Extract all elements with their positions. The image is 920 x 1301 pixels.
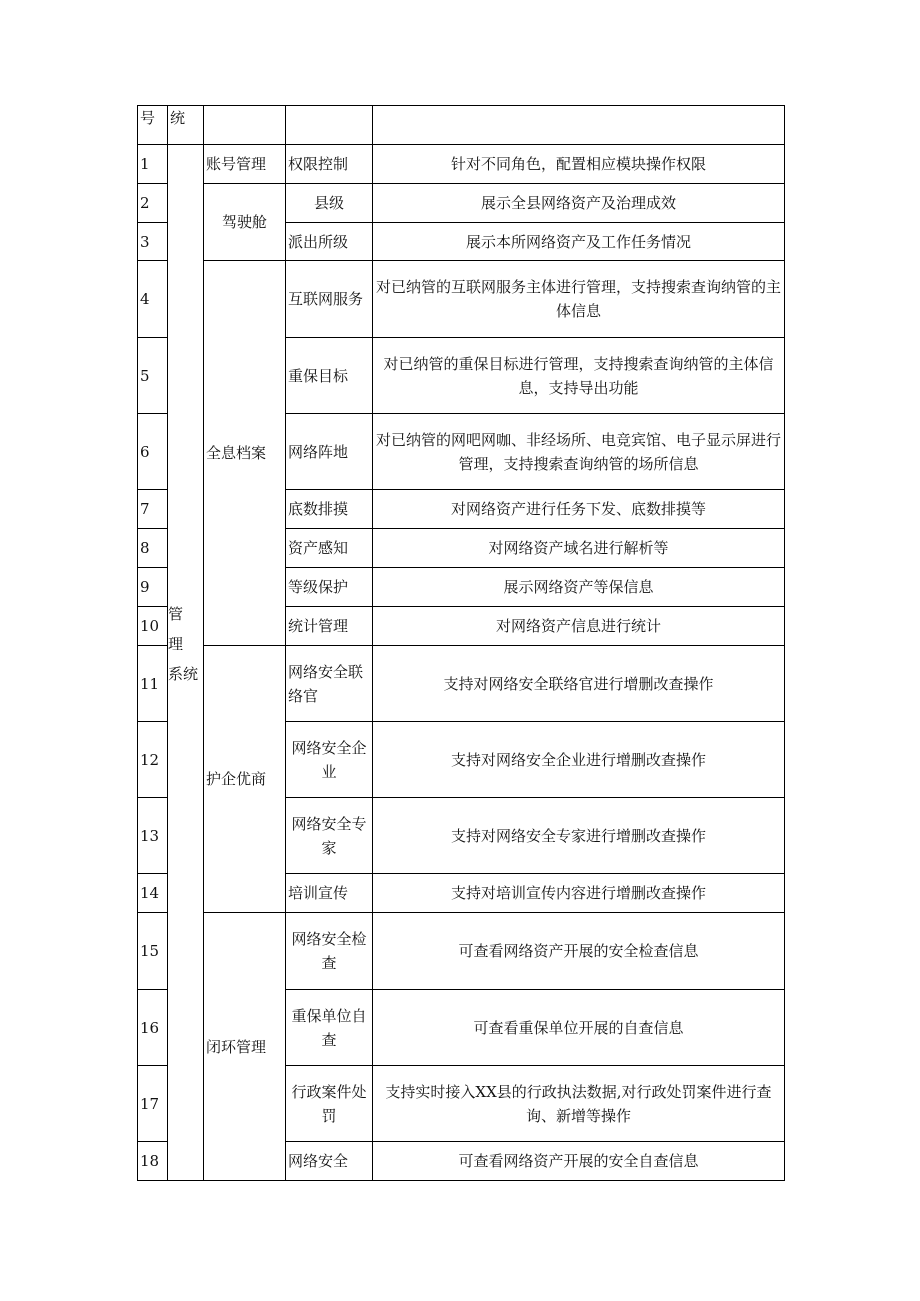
feature-name: 底数排摸 [286, 490, 373, 529]
header-desc [373, 106, 785, 145]
header-system: 统 [168, 106, 204, 145]
feature-name: 重保目标 [286, 338, 373, 414]
feature-desc: 可查看网络资产开展的安全检查信息 [373, 913, 785, 990]
table-row [138, 145, 785, 184]
feature-desc: 展示本所网络资产及工作任务情况 [373, 223, 785, 261]
category-cockpit: 驾驶舱 [204, 184, 286, 261]
system-label-2: 理 [168, 634, 184, 653]
row-no: 6 [138, 414, 168, 490]
feature-name: 网络安全检查 [286, 913, 373, 990]
category-account: 账号管理 [204, 145, 286, 184]
feature-name: 重保单位自查 [286, 990, 373, 1066]
header-level2 [204, 106, 286, 145]
system-label-1: 管 [168, 604, 184, 623]
row-no: 5 [138, 338, 168, 414]
row-no: 4 [138, 261, 168, 338]
feature-name: 网络安全联络官 [286, 646, 373, 722]
category-enterprise: 护企优商 [204, 646, 286, 913]
feature-desc: 支持对网络安全联络官进行增删改查操作 [373, 646, 785, 722]
feature-desc: 支持对培训宣传内容进行增删改查操作 [373, 874, 785, 913]
table-row [138, 913, 785, 990]
row-no: 1 [138, 145, 168, 184]
row-no: 16 [138, 990, 168, 1066]
row-no: 2 [138, 184, 168, 223]
system-cell-top [168, 145, 204, 646]
feature-name: 网络安全 [286, 1142, 373, 1181]
table-row [138, 261, 785, 338]
feature-desc: 支持对网络安全专家进行增删改查操作 [373, 798, 785, 874]
feature-desc: 可查看网络资产开展的安全自查信息 [373, 1142, 785, 1181]
feature-table [137, 105, 785, 1181]
feature-name: 统计管理 [286, 607, 373, 646]
row-no: 8 [138, 529, 168, 568]
row-no: 14 [138, 874, 168, 913]
category-archive: 全息档案 [204, 261, 286, 646]
feature-name: 行政案件处罚 [286, 1066, 373, 1142]
feature-desc: 对已纳管的网吧网咖、非经场所、电竞宾馆、电子显示屏进行管理，支持搜索查询纳管的场所信息 [373, 414, 785, 490]
feature-name: 资产感知 [286, 529, 373, 568]
feature-name: 县级 [286, 184, 373, 223]
feature-name: 派出所级 [286, 223, 373, 261]
row-no: 13 [138, 798, 168, 874]
row-no: 9 [138, 568, 168, 607]
feature-name: 网络安全企业 [286, 722, 373, 798]
feature-desc: 对网络资产信息进行统计 [373, 607, 785, 646]
feature-desc: 对网络资产域名进行解析等 [373, 529, 785, 568]
feature-desc: 可查看重保单位开展的自查信息 [373, 990, 785, 1066]
table-row [138, 646, 785, 722]
feature-desc: 展示全县网络资产及治理成效 [373, 184, 785, 223]
row-no: 12 [138, 722, 168, 798]
row-no: 3 [138, 223, 168, 261]
feature-desc: 针对不同角色，配置相应模块操作权限 [373, 145, 785, 184]
table-row [138, 184, 785, 223]
feature-desc: 对已纳管的互联网服务主体进行管理，支持搜索查询纳管的主体信息 [373, 261, 785, 338]
row-no: 10 [138, 607, 168, 646]
feature-desc: 支持实时接入XX县的行政执法数据,对行政处罚案件进行查询、新增等操作 [373, 1066, 785, 1142]
row-no: 17 [138, 1066, 168, 1142]
feature-desc: 对已纳管的重保目标进行管理，支持搜索查询纳管的主体信息，支持导出功能 [373, 338, 785, 414]
header-level3 [286, 106, 373, 145]
table-header-row [138, 106, 785, 145]
feature-name: 网络安全专家 [286, 798, 373, 874]
feature-desc: 支持对网络安全企业进行增删改查操作 [373, 722, 785, 798]
feature-desc: 展示网络资产等保信息 [373, 568, 785, 607]
feature-name: 权限控制 [286, 145, 373, 184]
row-no: 7 [138, 490, 168, 529]
feature-name: 等级保护 [286, 568, 373, 607]
feature-name: 互联网服务 [286, 261, 373, 338]
system-cell [168, 604, 204, 1181]
row-no: 18 [138, 1142, 168, 1181]
feature-desc: 对网络资产进行任务下发、底数排摸等 [373, 490, 785, 529]
system-label-3: 系统 [168, 664, 199, 683]
row-no: 11 [138, 646, 168, 722]
feature-name: 网络阵地 [286, 414, 373, 490]
category-closed-loop: 闭环管理 [204, 913, 286, 1181]
row-no: 15 [138, 913, 168, 990]
feature-name: 培训宣传 [286, 874, 373, 913]
header-no: 号 [138, 106, 168, 145]
